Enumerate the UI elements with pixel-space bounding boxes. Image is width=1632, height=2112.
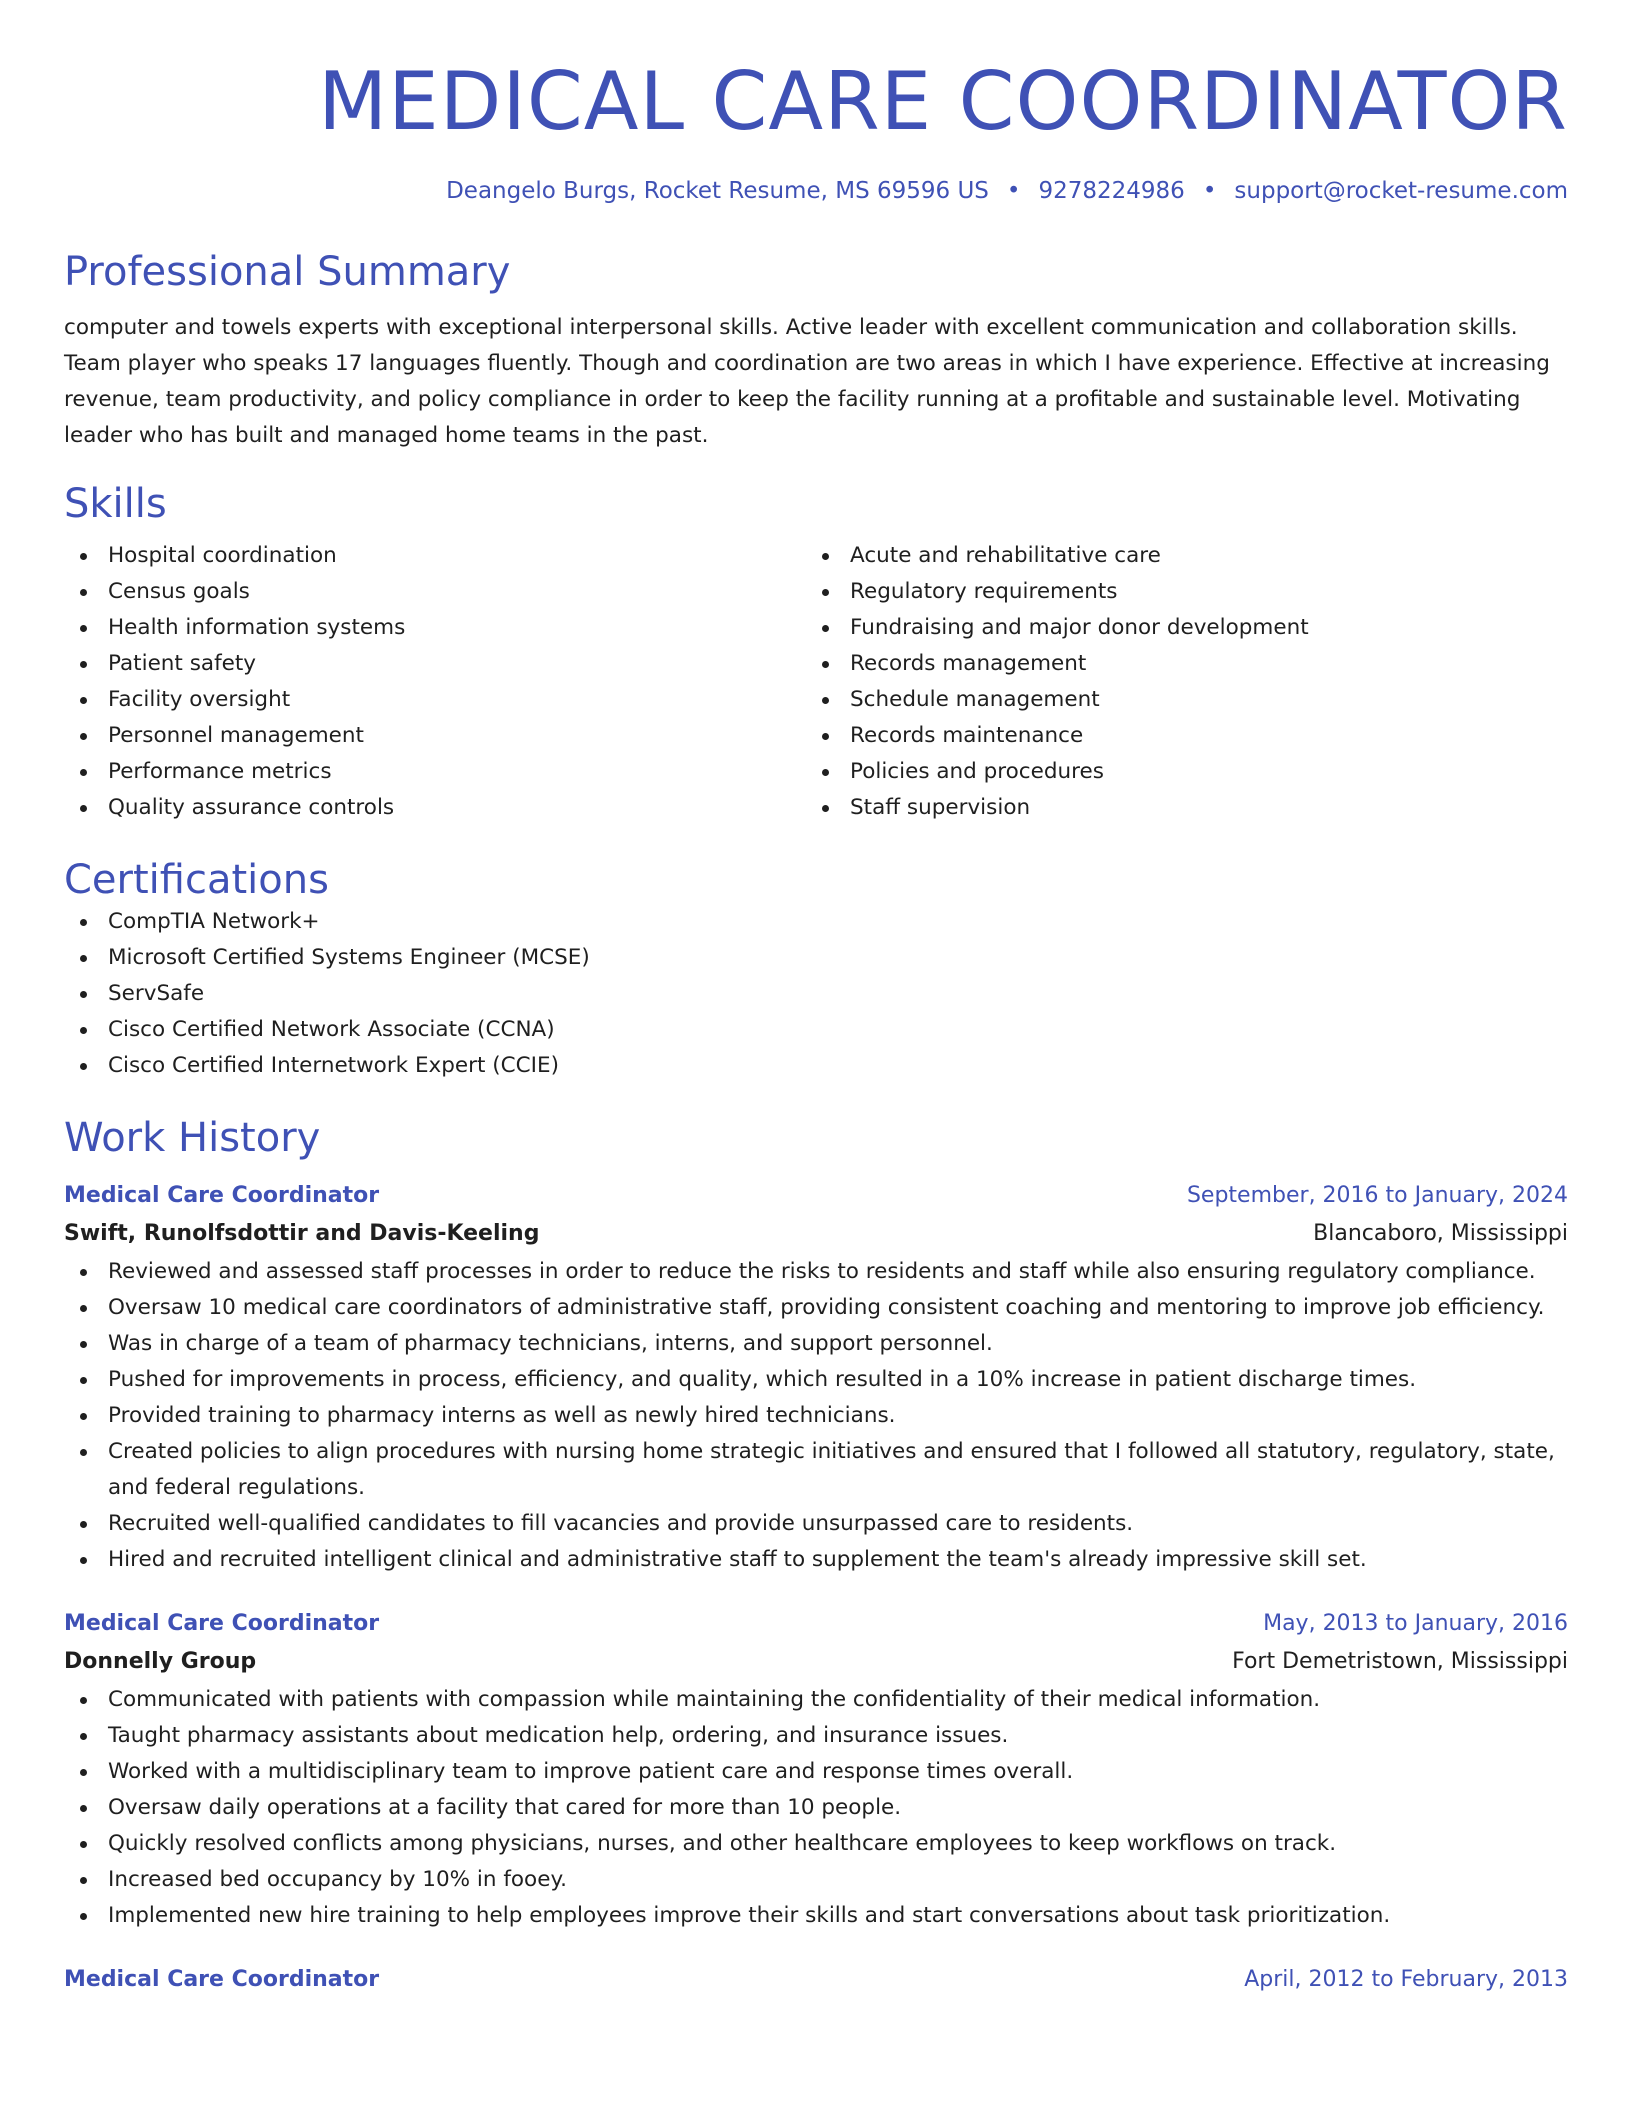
skill-item: Performance metrics [64, 754, 806, 790]
job-company: Donnelly Group [64, 1649, 257, 1674]
job-location: Blancaboro, Mississippi [1313, 1221, 1568, 1246]
certification-item: ServSafe [64, 976, 1568, 1012]
skill-item: Health information systems [64, 610, 806, 646]
job-duty-item: Provided training to pharmacy interns as well as newly hired technicians. [64, 1398, 1568, 1434]
skill-item: Staff supervision [806, 790, 1548, 826]
summary-heading: Professional Summary [64, 249, 511, 295]
job-entry [64, 1962, 1568, 1998]
job-duty-item: Oversaw 10 medical care coordinators of administrative staff, providing consistent coaching and mentoring to improve job efficiency. [64, 1290, 1568, 1326]
job-duty-item: Created policies to align procedures with nursing home strategic initiatives and ensured that I followed all statutory, regulatory, state, and federal regulations. [64, 1434, 1568, 1506]
skill-item: Patient safety [64, 646, 806, 682]
job-title: Medical Care Coordinator [64, 1967, 380, 1992]
contact-email[interactable]: support@rocket-resume.com [1234, 178, 1568, 204]
certification-item: Cisco Certified Internetwork Expert (CCIE) [64, 1048, 1568, 1084]
skill-item: Census goals [64, 574, 806, 610]
skill-item: Fundraising and major donor development [806, 610, 1548, 646]
job-dates: September, 2016 to January, 2024 [1186, 1183, 1568, 1208]
contact-line [64, 176, 1568, 206]
job-company: Swift, Runolfsdottir and Davis-Keeling [64, 1221, 540, 1246]
certifications-heading: Certifications [64, 857, 329, 903]
skill-item: Acute and rehabilitative care [806, 538, 1548, 574]
skill-item: Hospital coordination [64, 538, 806, 574]
job-duty-item: Reviewed and assessed staff processes in order to reduce the risks to residents and staff while also ensuring regulatory compliance. [64, 1254, 1568, 1290]
skill-item: Schedule management [806, 682, 1548, 718]
certification-item: Microsoft Certified Systems Engineer (MCSE) [64, 940, 1568, 976]
job-title: Medical Care Coordinator [64, 1183, 380, 1208]
job-duty-item: Recruited well-qualified candidates to fill vacancies and provide unsurpassed care to residents. [64, 1506, 1568, 1542]
job-duty-item: Implemented new hire training to help employees improve their skills and start conversations about task prioritization. [64, 1898, 1568, 1934]
skills-list-left [64, 538, 806, 826]
job-header-row [64, 1178, 1568, 1214]
resume-page [64, 0, 1568, 1998]
skills-columns [64, 538, 1568, 826]
skill-item: Records management [806, 646, 1548, 682]
skill-item: Personnel management [64, 718, 806, 754]
job-duty-item: Increased bed occupancy by 10% in fooey. [64, 1862, 1568, 1898]
job-entry [64, 1178, 1568, 1578]
certification-item: Cisco Certified Network Associate (CCNA) [64, 1012, 1568, 1048]
job-location: Fort Demetristown, Mississippi [1232, 1649, 1568, 1674]
skill-item: Facility oversight [64, 682, 806, 718]
job-title: Medical Care Coordinator [64, 1611, 380, 1636]
job-duty-item: Pushed for improvements in process, efficiency, and quality, which resulted in a 10% increase in patient discharge times. [64, 1362, 1568, 1398]
skill-item: Regulatory requirements [806, 574, 1548, 610]
job-duty-item: Worked with a multidisciplinary team to improve patient care and response times overall. [64, 1754, 1568, 1790]
skill-item: Records maintenance [806, 718, 1548, 754]
skill-item: Policies and procedures [806, 754, 1548, 790]
job-duty-item: Oversaw daily operations at a facility that cared for more than 10 people. [64, 1790, 1568, 1826]
job-header-row [64, 1606, 1568, 1642]
certifications-list [64, 904, 1568, 1084]
job-employer-row [64, 1214, 1568, 1254]
job-duty-item: Quickly resolved conflicts among physicians, nurses, and other healthcare employees to keep workflows on track. [64, 1826, 1568, 1862]
job-entry [64, 1606, 1568, 1934]
job-duty-item: Taught pharmacy assistants about medication help, ordering, and insurance issues. [64, 1718, 1568, 1754]
skills-list-right [806, 538, 1548, 826]
certification-item: CompTIA Network+ [64, 904, 1568, 940]
resume-title: MEDICAL CARE COORDINATOR [318, 55, 1568, 148]
job-dates: May, 2013 to January, 2016 [1263, 1611, 1568, 1636]
job-header-row [64, 1962, 1568, 1998]
contact-separator: • [1006, 178, 1021, 204]
job-duties-list [64, 1682, 1568, 1934]
contact-phone: 9278224986 [1038, 178, 1185, 204]
job-duty-item: Communicated with patients with compassion while maintaining the confidentiality of their medical information. [64, 1682, 1568, 1718]
job-duties-list [64, 1254, 1568, 1578]
job-duty-item: Was in charge of a team of pharmacy technicians, interns, and support personnel. [64, 1326, 1568, 1362]
contact-separator: • [1202, 178, 1217, 204]
job-dates: April, 2012 to February, 2013 [1244, 1967, 1568, 1992]
job-employer-row [64, 1642, 1568, 1682]
contact-address: Deangelo Burgs, Rocket Resume, MS 69596 US [446, 178, 989, 204]
work-history-heading: Work History [64, 1115, 321, 1161]
summary-text: computer and towels experts with exceptional interpersonal skills. Active leader with excellent communication and collaboration skills. Team player who speaks 17 languages fluently. Though and coordination are two areas in which I have experience. Effective at increasing revenue, team productivity, and policy compliance in order to keep the facility running at a profitable and sustainable level. Motivating leader who has built and managed home teams in the past. [64, 315, 1550, 448]
skill-item: Quality assurance controls [64, 790, 806, 826]
skills-heading: Skills [64, 481, 167, 527]
job-duty-item: Hired and recruited intelligent clinical and administrative staff to supplement the team's already impressive skill set. [64, 1542, 1568, 1578]
